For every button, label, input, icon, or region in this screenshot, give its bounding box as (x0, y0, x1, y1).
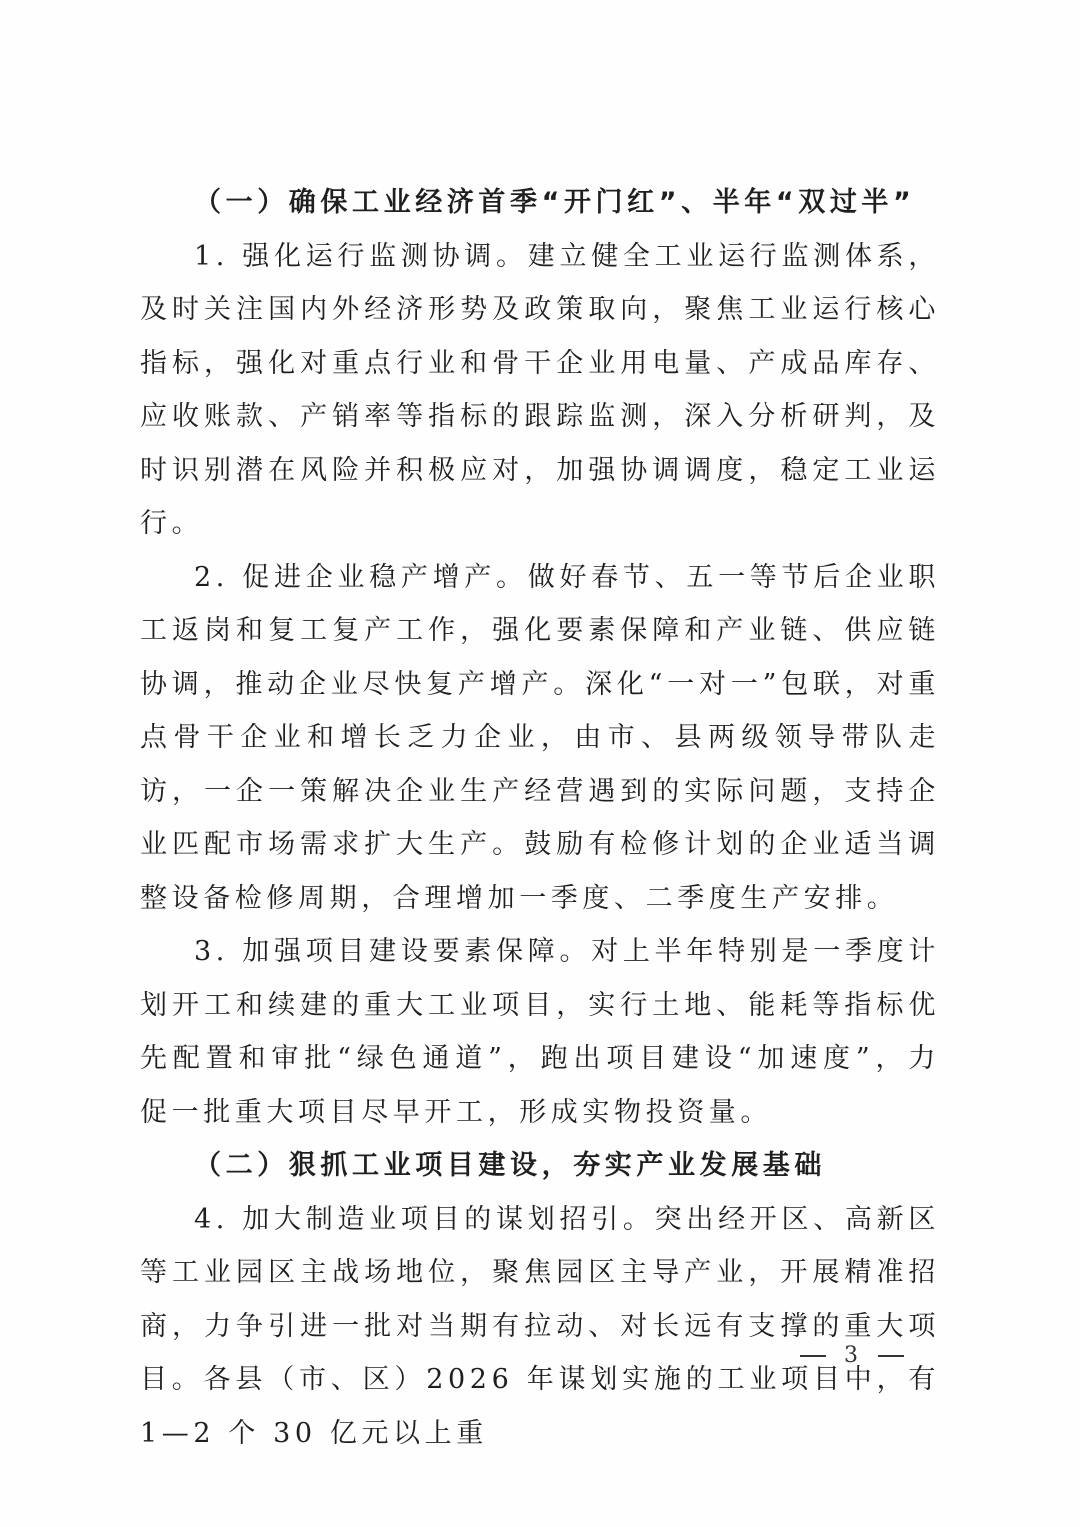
body-text (140, 176, 940, 1460)
page-number-right-dash (878, 1355, 904, 1357)
paragraph-item-2: 2. 促进企业稳产增产。做好春节、五一等节后企业职工返岗和复工复产工作，强化要素保障和产业链、供应链协调，推动企业尽快复产增产。深化“一对一”包联，对重点骨干企业和增长乏力企业，由市、县两级领导带队走访，一企一策解决企业生产经营遇到的实际问题，支持企业匹配市场需求扩大生产。鼓励有检修计划的企业适当调整设备检修周期，合理增加一季度、二季度生产安排。 (140, 561, 940, 914)
section-heading-2: （二）狠抓工业项目建设，夯实产业发展基础 (194, 1150, 826, 1181)
paragraph-item-3: 3. 加强项目建设要素保障。对上半年特别是一季度计划开工和续建的重大工业项目，实行土地、能耗等指标优先配置和审批“绿色通道”，跑出项目建设“加速度”，力促一批重大项目尽早开工，形成实物投资量。 (140, 936, 940, 1128)
page-number-value: 3 (844, 1343, 860, 1368)
page-number (0, 1343, 922, 1368)
paragraph-item-1: 1. 强化运行监测协调。建立健全工业运行监测体系，及时关注国内外经济形势及政策取向，聚焦工业运行核心指标，强化对重点行业和骨干企业用电量、产成品库存、应收账款、产销率等指标的跟踪监测，深入分析研判，及时识别潜在风险并积极应对，加强协调调度，稳定工业运行。 (140, 240, 940, 539)
section-heading-1: （一）确保工业经济首季“开门红”、半年“双过半” (194, 187, 916, 218)
paragraph-item-4: 4. 加大制造业项目的谋划招引。突出经开区、高新区等工业园区主战场地位，聚焦园区主导产业，开展精准招商，力争引进一批对当期有拉动、对长远有支撑的重大项目。各县（市、区）2026 年谋划实施的工业项目中，有 1—2 个 30 亿元以上重 (140, 1203, 940, 1449)
page-number-left-dash (800, 1355, 826, 1357)
